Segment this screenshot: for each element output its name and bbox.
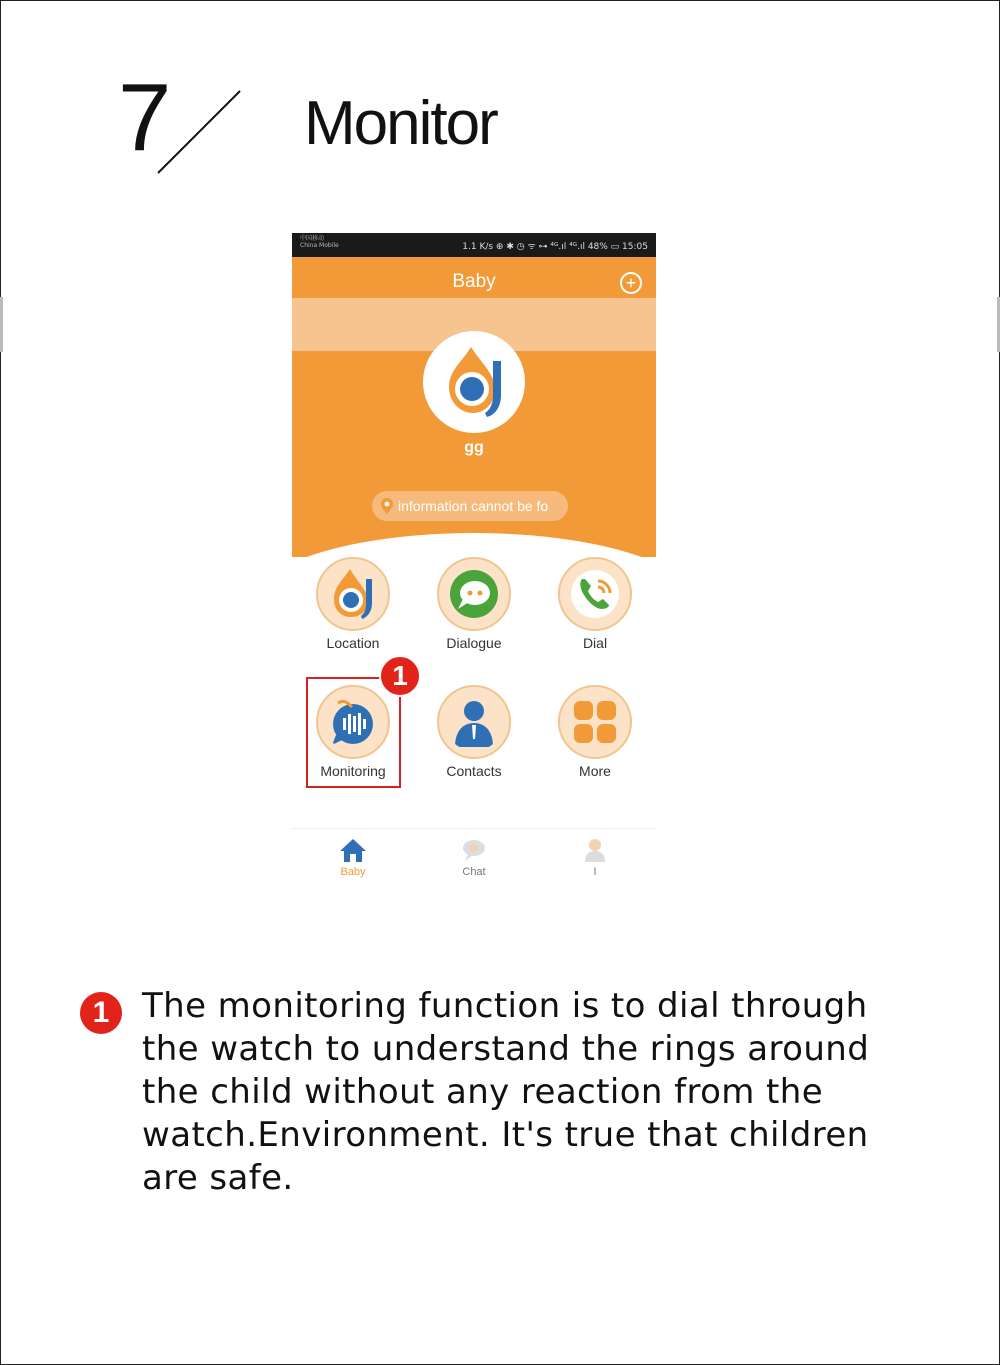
baby-avatar[interactable] — [423, 331, 525, 433]
tab-chat[interactable] — [434, 837, 514, 878]
phone-call-icon — [566, 565, 624, 623]
step-number: 7 — [118, 64, 168, 171]
page-title: Monitor — [304, 89, 497, 158]
slash-divider — [150, 85, 245, 180]
tab-baby[interactable] — [313, 837, 393, 878]
add-device-button[interactable]: + — [620, 272, 642, 294]
more-tile-circle — [558, 685, 632, 759]
tile-label-location: Location — [326, 635, 380, 651]
location-icon — [324, 565, 382, 623]
carrier-label — [300, 236, 339, 249]
tile-label-dial: Dial — [582, 635, 608, 651]
tile-more[interactable] — [535, 685, 655, 779]
tile-label-contacts: Contacts — [446, 763, 502, 779]
tile-label-monitoring: Monitoring — [320, 763, 386, 779]
callout-badge: 1 — [379, 655, 421, 697]
tab-label-baby: Baby — [340, 866, 366, 878]
status-indicators: 1.1 K/s ⊕ ✱ ◷ ᯤ ⊶ ⁴ᴳ.ıl ⁴ᴳ.ıl 48% ▭ 15:05 — [462, 242, 648, 252]
edge-mark-left — [0, 297, 3, 352]
dialogue-icon — [445, 565, 503, 623]
contacts-icon — [445, 693, 503, 751]
tab-label-chat: Chat — [462, 866, 486, 878]
baby-name: gg — [464, 439, 484, 456]
note-text: The monitoring function is to dial through the watch to understand the rings around the child without any reaction from the watch.Environment. It's true that children are safe. — [142, 986, 870, 1198]
carrier-line1: 中国移动 — [300, 235, 325, 242]
phone-screenshot — [292, 233, 656, 883]
status-bar — [292, 233, 656, 257]
contacts-tile-circle — [437, 685, 511, 759]
tab-label-me: I — [593, 866, 597, 878]
tile-contacts[interactable] — [414, 685, 534, 779]
monitoring-highlight-box — [306, 677, 401, 788]
chat-icon — [459, 837, 489, 863]
tile-label-dialogue: Dialogue — [446, 635, 502, 651]
location-pin-icon — [380, 497, 394, 515]
tab-me[interactable] — [555, 837, 635, 878]
user-icon — [580, 837, 610, 863]
grid-more-icon — [566, 693, 624, 751]
location-notice-text: information cannot be fo — [398, 498, 549, 514]
tile-dial[interactable] — [535, 557, 655, 651]
tile-location[interactable] — [293, 557, 413, 651]
tile-label-more: More — [579, 763, 611, 779]
app-logo-icon — [441, 345, 507, 419]
header-title: Baby — [452, 271, 496, 292]
tile-dialogue[interactable] — [414, 557, 534, 651]
dial-tile-circle — [558, 557, 632, 631]
note-number-badge: 1 — [80, 992, 122, 1034]
location-notice[interactable] — [372, 491, 568, 521]
home-icon — [338, 837, 368, 863]
location-tile-circle — [316, 557, 390, 631]
dialogue-tile-circle — [437, 557, 511, 631]
carrier-line2: China Mobile — [300, 241, 339, 249]
bottom-tab-bar — [292, 828, 656, 883]
